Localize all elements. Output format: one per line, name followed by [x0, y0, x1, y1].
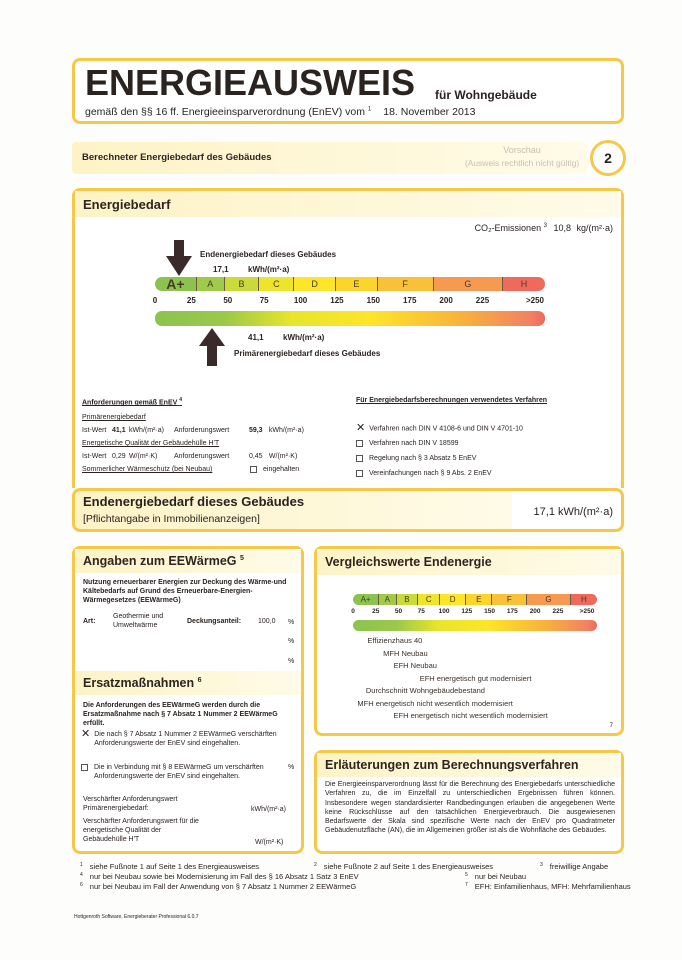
tick-label: 150 — [484, 608, 496, 615]
class-segment-F: F — [378, 277, 434, 291]
pct: % — [288, 764, 295, 771]
pct: % — [288, 638, 295, 645]
tick-label: 75 — [417, 608, 425, 615]
tick-label: 125 — [330, 296, 344, 305]
legal-text: gemäß den §§ 16 ff. Energieeinsparverordnung (EnEV) vom — [85, 106, 365, 118]
footnote: $^7$ EFH: Einfamilienhaus, MFH: Mehrfamilienhaus — [465, 881, 631, 891]
tick-label: 225 — [552, 608, 564, 615]
explanation-section — [314, 750, 624, 854]
method-label: Verfahren nach DIN V 4108-6 und DIN V 4701-10 — [369, 425, 523, 433]
header-box — [72, 58, 624, 124]
class-segment-C: C — [418, 594, 440, 605]
class-segment-C: C — [259, 277, 294, 291]
unit: kWh/(m²·a) — [251, 806, 286, 813]
comparison-section — [314, 546, 624, 736]
tick-label: 200 — [529, 608, 541, 615]
class-segment-G: G — [434, 277, 504, 291]
scale-ticks — [152, 296, 545, 306]
document-title: ENERGIEAUSWEIS — [85, 62, 416, 103]
co2-emissions — [475, 223, 613, 233]
comparison-heading: Vergleichswerte Endenergie — [317, 549, 621, 575]
primary-energy-label: Primärenergiebedarf dieses Gebäudes — [234, 349, 381, 358]
checked-x-icon: ✕ — [81, 728, 91, 740]
coverage-value: 100,0 — [258, 618, 276, 625]
checkbox[interactable] — [356, 440, 363, 447]
legal-basis — [85, 106, 475, 118]
pct: % — [288, 658, 295, 665]
tick-label: 100 — [438, 608, 450, 615]
enev-date: 18. November 2013 — [383, 106, 476, 118]
end-energy-summary — [72, 488, 624, 532]
footnote-ref: 3 — [543, 223, 547, 229]
tick-label: 25 — [186, 296, 196, 305]
class-segment-B: B — [225, 277, 260, 291]
primary-heading: Primärenergiebedarf — [82, 414, 146, 422]
footnote: $^6$ nur bei Neubau im Fall der Anwendung von § 7 Absatz 1 Nummer 2 EEWärmeG — [80, 881, 357, 891]
art-value: Geothermie und Umweltwärme — [113, 613, 164, 629]
ht-heading: Energetische Qualität der Gebäudehülle H'T — [82, 440, 220, 448]
co2-unit: kg/(m²·a) — [576, 223, 613, 233]
art-label: Art: — [83, 618, 96, 625]
primary-row: Ist-Wert 41,1 kWh/(m²·a) Anforderungswert 59,3 kWh/(m²·a) — [82, 427, 304, 435]
ht-row: Ist-Wert 0,29 W/(m²·K) Anforderungswert 0,45 W/(m²·K) — [82, 453, 298, 461]
footnote-ref: 7 — [609, 723, 613, 729]
summer-checkbox[interactable] — [250, 466, 257, 473]
tick-label: 175 — [403, 296, 417, 305]
efficiency-class-scale — [155, 277, 545, 291]
section-band — [72, 142, 587, 174]
tick-label: 0 — [152, 296, 158, 305]
comparison-reference-label: EFH Neubau — [393, 661, 437, 670]
comparison-reference-label: Durchschnitt Wohngebäudebestand — [365, 686, 485, 695]
tick-label: 75 — [259, 296, 269, 305]
tick-label: 125 — [461, 608, 473, 615]
method-heading: Für Energiebedarfsberechnungen verwendetes Verfahren — [356, 397, 548, 404]
calculation-method — [356, 394, 616, 482]
class-segment-D: D — [440, 594, 466, 605]
tick-label: 0 — [351, 608, 355, 615]
footnote: $^4$ nur bei Neubau sowie bei Modernisierung im Fall des § 16 Absatz 1 Satz 3 EnEV — [80, 871, 359, 881]
unit: W/(m²·K) — [255, 839, 284, 846]
tick-label: >250 — [525, 296, 545, 305]
co2-value: 10,8 — [553, 223, 571, 233]
class-segment-B: B — [397, 594, 419, 605]
method-label: Regelung nach § 3 Absatz 5 EnEV — [369, 455, 477, 463]
software-credit: Hottgenroth Software, Energieberater Professional 6.0.7 — [74, 914, 199, 920]
explanation-heading: Erläuterungen zum Berechnungsverfahren — [317, 753, 621, 777]
tick-label: 225 — [475, 296, 490, 305]
ersatz-heading: Ersatzmaßnahmen $^6$ — [75, 671, 301, 695]
checkbox[interactable] — [81, 764, 88, 771]
requirements — [82, 394, 352, 476]
summer-protection-row: Sommerlicher Wärmeschutz (bei Neubau) eingehalten — [82, 466, 300, 474]
class-segment-A: A — [197, 277, 225, 291]
page-number-badge: 2 — [590, 140, 626, 176]
method-label: Verfahren nach DIN V 18599 — [369, 440, 459, 448]
class-segment-A: A — [379, 594, 396, 605]
comparison-class-scale — [353, 594, 597, 605]
class-segment-F: F — [492, 594, 527, 605]
tick-label: 175 — [506, 608, 518, 615]
checked-x-icon: ✕ — [356, 422, 366, 434]
eewaermeg-section — [72, 546, 304, 854]
class-segment-G: G — [527, 594, 571, 605]
class-segment-H: H — [571, 594, 597, 605]
footnote: $^5$ nur bei Neubau — [465, 871, 527, 881]
co2-label: CO₂-Emissionen — [474, 223, 542, 233]
tick-label: 50 — [223, 296, 233, 305]
primary-energy-unit: kWh/(m²·a) — [283, 333, 325, 342]
footnote-ref: 1 — [367, 106, 372, 113]
pct: % — [288, 619, 295, 626]
primary-energy-scale — [155, 311, 545, 326]
end-energy-unit: kWh/(m²·a) — [248, 265, 290, 274]
preview-note: (Ausweis rechtlich nicht gültig) — [464, 158, 580, 168]
sharpened-primary-label: Verschärfter Anforderungswert Primärenergiebedarf: — [83, 796, 178, 812]
class-segment-Aplus: A+ — [353, 594, 379, 605]
class-segment-H: H — [503, 277, 545, 291]
summary-value: 17,1 kWh/(m²·a) — [533, 506, 613, 518]
coverage-label: Deckungsanteil: — [187, 618, 242, 625]
tick-label: >250 — [579, 608, 595, 615]
section-heading: Energiebedarf — [75, 191, 621, 217]
ersatz-option-1[interactable]: ✕ Die nach § 7 Absatz 1 Nummer 2 EEWärmeG verschärften Anforderungswerte der EnEV sind eingehalten. — [81, 728, 277, 747]
tick-label: 25 — [372, 608, 380, 615]
primary-energy-arrow-icon — [199, 328, 225, 371]
band-label: Berechneter Energiebedarf des Gebäudes — [82, 152, 272, 163]
class-segment-D: D — [294, 277, 336, 291]
checkbox[interactable] — [356, 470, 363, 477]
comparison-ticks — [353, 608, 597, 618]
summary-title: Endenergiebedarf dieses Gebäudes — [83, 494, 305, 509]
method-option[interactable] — [356, 437, 616, 450]
comparison-reference-label: Effizienzhaus 40 — [367, 636, 423, 645]
footnote: $^3$ freiwillige Angabe — [540, 861, 609, 871]
footnote: $^2$ siehe Fußnote 2 auf Seite 1 des Energieausweises — [314, 861, 494, 871]
eew-intro: Nutzung erneuerbarer Energien zur Deckung des Wärme-und Kältebedarfs auf Grund des Erneuerbare-Energien-Wärmegesetzes (EEWärmeG) — [83, 579, 287, 604]
checkbox[interactable] — [356, 455, 363, 462]
method-option[interactable] — [356, 452, 616, 465]
tick-label: 200 — [439, 296, 453, 305]
document-subtitle: für Wohngebäude — [435, 88, 537, 102]
end-energy-label: Endenergiebedarf dieses Gebäudes — [200, 250, 337, 259]
comparison-reference-label: MFH energetisch nicht wesentlich modernisiert — [357, 698, 513, 708]
method-option[interactable] — [356, 422, 616, 435]
end-energy-arrow-icon — [166, 240, 192, 281]
tick-label: 100 — [293, 296, 308, 305]
class-segment-Aplus: A+ — [155, 277, 197, 291]
tick-label: 50 — [394, 608, 403, 615]
ersatz-intro: Die Anforderungen des EEWärmeG werden durch die Ersatzmaßnahme nach § 7 Absatz 1 Nummer 2 EEWärmeG erfüllt. — [83, 702, 278, 727]
comparison-gradient-bar — [353, 620, 597, 631]
explanation-text: Die Energieeinsparverordnung lässt für die Berechnung des Energiebedarfs unterschiedliche Verfahren zu, die im Einzelfall zu unterschiedlichen Ergebnissen führen können. Insbesondere wegen standardisierter Randbedingungen erlauben die angegebenen Werte keine Rückschlüsse auf den tatsächlichen Energieverbrauch. Die ausgewiesenen Bedarfswerte der Skala sind spezifische Werte nach der EnEV pro Quadratmeter Gebäudenutzfläche (AN), die im Allgemeinen größer ist als die Wohnfläche des Gebäudes. — [325, 781, 615, 835]
method-label: Vereinfachungen nach § 9 Abs. 2 EnEV — [369, 470, 492, 478]
ersatz-option-2[interactable]: Die in Verbindung mit § 8 EEWärmeG um verschärften Anforderungswerte der EnEV sind eingehalten. — [81, 763, 281, 781]
footnote: $^1$ siehe Fußnote 1 auf Seite 1 des Energieausweises — [80, 861, 260, 871]
primary-energy-value: 41,1 — [248, 333, 264, 342]
comparison-reference-label: EFH energetisch gut modernisiert — [419, 673, 532, 683]
tick-label: 150 — [366, 296, 381, 305]
comparison-reference-label: EFH energetisch nicht wesentlich modernisiert — [393, 711, 548, 720]
end-energy-value: 17,1 — [213, 265, 229, 274]
comparison-reference-label: MFH Neubau — [383, 648, 428, 658]
class-segment-E: E — [466, 594, 492, 605]
preview-watermark: Vorschau — [503, 145, 541, 155]
summary-note: [Pflichtangabe in Immobilienanzeigen] — [83, 513, 260, 525]
requirements-heading: Anforderungen gemäß EnEV $^4$ — [82, 397, 183, 407]
eew-heading: Angaben zum EEWärmeG $^5$ — [75, 549, 301, 573]
class-segment-E: E — [336, 277, 378, 291]
method-option[interactable] — [356, 467, 616, 480]
sharpened-ht-label: Verschärfter Anforderungswert für die energetische Qualität der Gebäudehülle H'T — [83, 818, 199, 843]
